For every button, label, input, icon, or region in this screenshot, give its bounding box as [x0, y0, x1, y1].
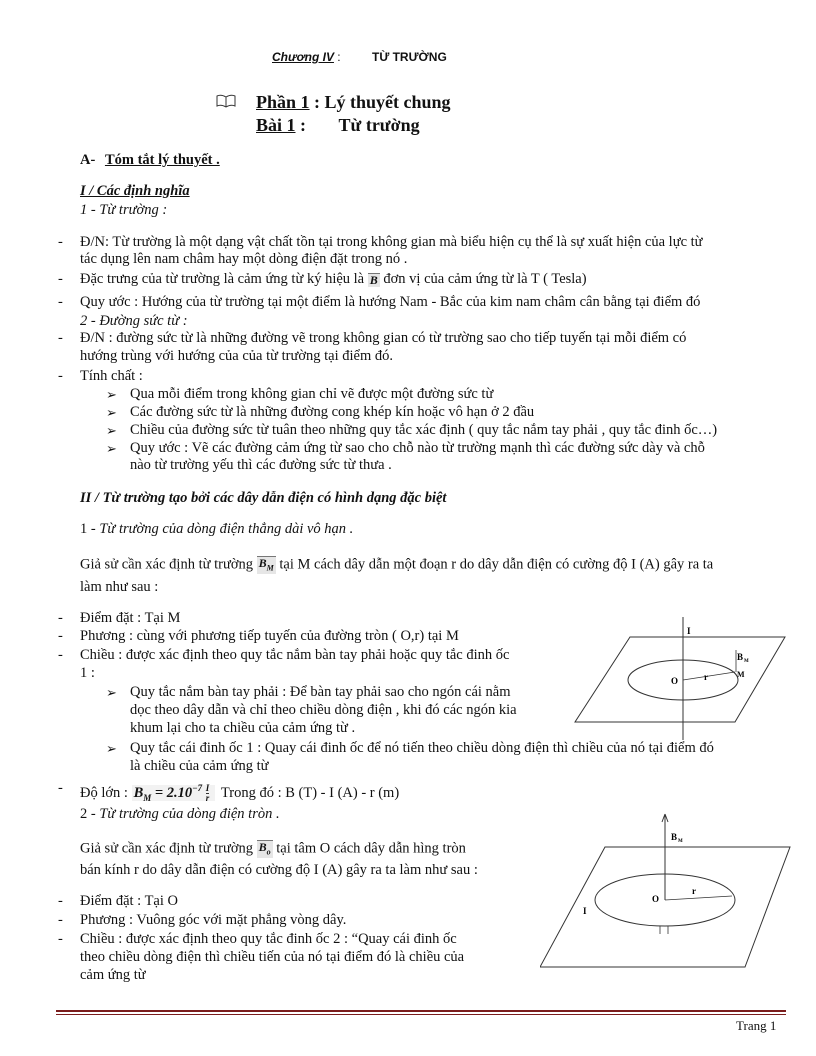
footer-rule	[56, 1014, 786, 1015]
bullet-dash: -	[58, 234, 63, 250]
subsection-magnetic-field: 1 - Từ trường :	[80, 202, 168, 218]
right-hand-rule-c: khum lại cho ta chiều của cảm ứng từ .	[130, 720, 356, 736]
screw-rule-a: Quy tắc cái đinh ốc 1 : Quay cái đinh ốc để nó tiến theo chiều dòng điện thì chiều của nó tại điểm đó	[130, 740, 714, 756]
bullet-dash: -	[58, 610, 63, 626]
fig2-label-o: O	[652, 894, 660, 904]
fig2-label-b-sub: M	[678, 839, 683, 844]
sense-line-b: 1 :	[80, 665, 95, 681]
loop-sense-a: Chiều : được xác định theo quy tắc đinh ốc 2 : “Quay cái đinh ốc	[80, 931, 457, 947]
definition-line-3: Quy ước : Hướng của từ trường tại một điểm là hướng Nam - Bắc của kim nam châm cân bằng tại điểm đó	[80, 294, 701, 310]
intro-1a	[80, 556, 713, 574]
chapter-header	[272, 50, 447, 64]
chapter-topic: TỪ TRƯỜNG	[371, 50, 447, 64]
formula-b: B	[133, 784, 144, 801]
bullet-dash: -	[58, 912, 63, 928]
fig2-label-r: r	[692, 886, 696, 896]
straight-wire-figure	[570, 612, 790, 742]
intro-2-text: Giả sử cần xác định từ trường	[80, 840, 253, 857]
loop-point-of-application: Điểm đặt : Tại O	[80, 893, 178, 909]
intro-2-rest: tại tâm O cách dây dẫn hìng tròn	[276, 840, 466, 857]
property-3: Chiều của đường sức từ tuân theo những quy tắc xác định ( quy tắc nắm tay phải , quy tắc đinh ốc…)	[130, 422, 718, 438]
footer-rule	[56, 1010, 786, 1012]
chapter-label: Chương IV	[272, 50, 334, 64]
screw-rule-b: là chiều của cảm ứng từ	[130, 758, 269, 774]
definition-line-4b: hướng trùng với hướng của của từ trường tại điểm đó.	[80, 348, 393, 364]
sense-line-a: Chiều : được xác định theo quy tắc nắm bàn tay phải hoặc quy tắc đinh ốc	[80, 647, 510, 663]
fraction-denominator: r	[205, 793, 210, 803]
intro-1-text: Giả sử cần xác định từ trường	[80, 556, 253, 573]
vector-bo-symbol	[257, 840, 273, 858]
part-heading	[256, 92, 451, 113]
bullet-dash: -	[58, 647, 63, 663]
vector-bm-symbol	[257, 556, 276, 574]
part-title: : Lý thuyết chung	[309, 92, 451, 112]
plane-outline	[575, 637, 785, 722]
arrow-bullet-icon: ➢	[106, 387, 117, 402]
loop-direction: Phương : Vuông góc với mặt phẳng vòng dây.	[80, 912, 347, 928]
loop-sense-c: cảm ứng từ	[80, 967, 146, 983]
formula-sub: M	[143, 792, 152, 803]
definition-line-4a: Đ/N : đường sức từ là những đường vẽ trong không gian có từ trường sao cho tiếp tuyến tại mỗi điểm có	[80, 330, 687, 346]
intro-1-rest: tại M cách dây dẫn một đoạn r do dây dẫn điện có cường độ I (A) gây ra ta	[279, 556, 714, 573]
subsection-circular-loop-title: Từ trường của dòng điện tròn .	[99, 806, 280, 822]
vector-subscript: o	[266, 847, 271, 857]
intro-2a	[80, 840, 466, 858]
arrow-bullet-icon: ➢	[106, 423, 117, 438]
vector-letter: B	[258, 840, 267, 854]
properties-label: Tính chất :	[80, 368, 143, 384]
fig1-label-m: M	[737, 670, 745, 679]
section-a-heading	[80, 152, 220, 169]
bullet-dash: -	[58, 330, 63, 346]
open-book-icon	[216, 94, 236, 113]
definition-line-1a: Đ/N: Từ trường là một dạng vật chất tồn tại trong không gian mà biểu hiện cụ thể là sự xuất hiện của lực từ	[80, 234, 703, 250]
magnitude-label: Độ lớn :	[80, 784, 128, 801]
lesson-label: Bài 1	[256, 115, 296, 135]
vector-letter: B	[258, 556, 267, 570]
fig1-label-o: O	[671, 676, 679, 686]
fig1-label-b: B	[737, 652, 744, 662]
point-of-application: Điểm đặt : Tại M	[80, 610, 181, 626]
fig1-label-r: r	[704, 672, 708, 682]
property-4b: nào từ trường yếu thì các đường sức từ thưa .	[130, 457, 392, 473]
fig2-label-i: I	[583, 906, 587, 916]
section-a-title: Tóm tắt lý thuyết .	[104, 152, 220, 168]
arrow-bullet-icon: ➢	[106, 441, 117, 456]
lesson-heading	[256, 115, 420, 136]
fraction-numerator: I	[205, 783, 210, 793]
magnitude-line	[80, 780, 399, 807]
intro-1c: làm như sau :	[80, 579, 159, 595]
vector-b-symbol: B	[369, 272, 378, 287]
radius-line	[665, 896, 732, 900]
fig1-label-b-sub: M	[744, 659, 749, 664]
arrow-bullet-icon: ➢	[106, 685, 117, 700]
section-ii-heading: II / Từ trường tạo bởi các dây dẫn điện có hình dạng đặc biệt	[80, 490, 447, 506]
property-1: Qua mỗi điểm trong không gian chỉ vẽ được một đường sức từ	[130, 386, 494, 402]
arrow-bullet-icon: ➢	[106, 405, 117, 420]
radius-line	[683, 672, 735, 680]
part-label: Phần 1	[256, 92, 310, 112]
fig1-label-i: I	[687, 626, 691, 636]
bullet-dash: -	[58, 294, 63, 310]
subsection-field-lines: 2 - Đường sức từ :	[80, 313, 188, 329]
formula-expr: = 2.10	[151, 784, 193, 801]
lesson-title: Từ trường	[338, 115, 420, 135]
lesson-colon: :	[295, 115, 307, 135]
definitions-heading: I / Các định nghĩa	[80, 183, 190, 199]
formula-fraction	[206, 784, 210, 803]
page-number: Trang 1	[736, 1018, 777, 1033]
subsection-number: 2 -	[80, 806, 100, 822]
formula-exponent: −7	[192, 783, 203, 793]
circular-loop-figure	[540, 812, 795, 977]
intro-2c: bán kính r do dây dẫn điện có cường độ I (A) gây ra ta làm như sau :	[80, 862, 478, 878]
chapter-colon: :	[337, 50, 341, 64]
direction-line: Phương : cùng với phương tiếp tuyến của đường tròn ( O,r) tại M	[80, 628, 459, 644]
fig2-label-b: B	[671, 832, 678, 842]
vector-subscript: M	[266, 563, 274, 573]
definition-line-1b: tác dụng lên nam châm hay một dòng điện đặt trong nó .	[80, 251, 408, 267]
arrow-bullet-icon: ➢	[106, 741, 117, 756]
bullet-dash: -	[58, 628, 63, 644]
property-2: Các đường sức từ là những đường cong khép kín hoặc vô hạn ở 2 đầu	[130, 404, 535, 420]
bullet-dash: -	[58, 893, 63, 909]
unit-text: đơn vị của cảm ứng từ là T ( Tesla)	[383, 271, 587, 287]
magnitude-units: Trong đó : B (T) - I (A) - r (m)	[220, 784, 400, 801]
section-a-prefix: A-	[80, 152, 96, 168]
right-hand-rule-b: dọc theo dây dẫn và chỉ theo chiều dòng điện , khi đó các ngón kia	[130, 702, 517, 718]
magnitude-formula	[132, 785, 215, 801]
characteristic-text: Đặc trưng của từ trường là cảm ứng từ ký hiệu là	[80, 271, 365, 287]
subsection-straight-wire-title: Từ trường của dòng điện thẳng dài vô hạn .	[99, 521, 354, 537]
subsection-straight-wire	[80, 521, 353, 538]
definition-line-2	[80, 271, 587, 288]
right-hand-rule-a: Quy tắc nắm bàn tay phải : Để bàn tay phải sao cho ngón cái nằm	[130, 684, 511, 700]
bullet-dash: -	[58, 931, 63, 947]
property-4a: Quy ước : Vẽ các đường cảm ứng từ sao cho chỗ nào từ trường mạnh thì các đường sức dày và chỗ	[130, 440, 705, 456]
bullet-dash: -	[58, 780, 63, 796]
bullet-dash: -	[58, 271, 63, 287]
bullet-dash: -	[58, 368, 63, 384]
loop-sense-b: theo chiều dòng điện thì chiều tiến của nó tại điểm đó là chiều của	[80, 949, 465, 965]
subsection-circular-loop	[80, 806, 280, 823]
subsection-number: 1 -	[80, 521, 100, 537]
